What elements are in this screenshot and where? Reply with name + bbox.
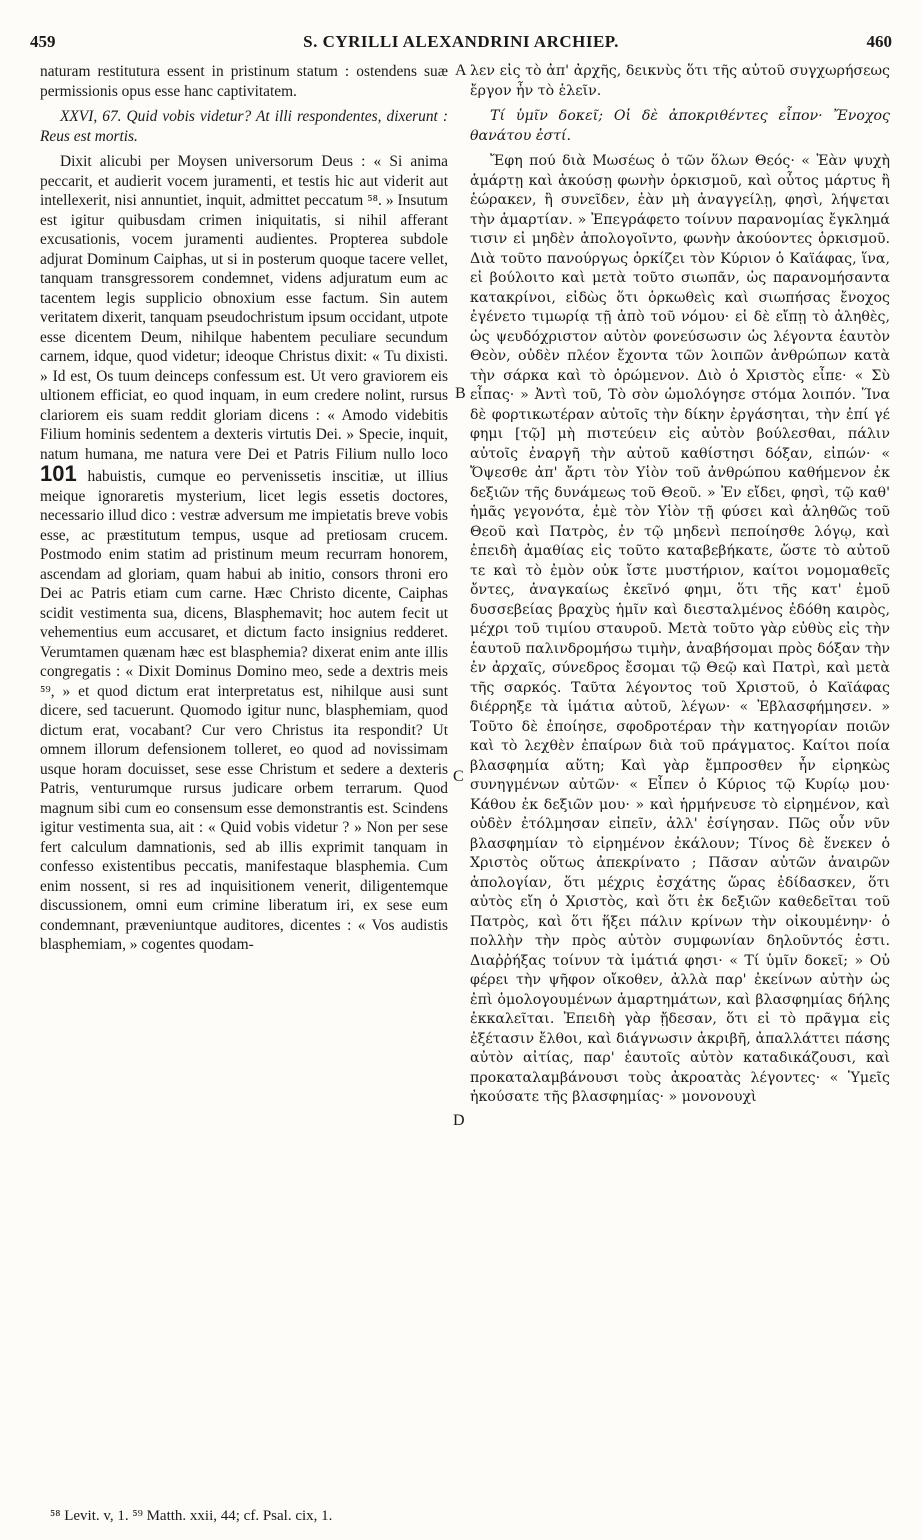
greek-paragraph-2: Ἔφη πού διὰ Μωσέως ὁ τῶν ὅλων Θεός· « Ἐὰν ψυχὴ ἁμάρτῃ καὶ ἀκούσῃ φωνὴν ὁρκισμοῦ, καὶ οὗτος μάρτυς ἢ ἑώρακεν, ἢ συνεῖδεν, ἐὰν μὴ ἀναγγείλῃ, φησὶ, λήψεται τὴν ἁμαρτίαν. » Ἐπεγράφετο τοίνυν παρανομίας ἔγκλημά τισιν εἰ μηδὲν ἀπολογοῖντο, φωνὴν ἀκούοντες ὁρκισμοῦ. Διὰ τοῦτο πανούργως ὁρκίζει τὸν Κύριον ὁ Καϊάφας, ἵνα, εἰ βούλοιτο καὶ μετὰ τοῦτο σιωπᾶν, ὡς παρανομήσαντα κατακρίνοι, εἰδὼς ὅτι ὁρκωθεὶς καὶ σιωπήσας ἔνοχος ἐγένετο τιμωρίᾳ τῇ ἀπὸ τοῦ νόμου· εἰ δὲ εἴπῃ τὸ ἀληθὲς, ὡς ψευδόχριστον αὐτὸν φονεύσωσιν ὡς λέγοντα ἑαυτὸν Θεὸν, οὐδὲν πλέον ἔχοντα τῶν λοιπῶν ἀνθρώπων κατὰ τὴν σάρκα καὶ τὸ ὁρώμενον. Διὸ ὁ Χριστὸς εἶπε· « Σὺ εἶπας· » Ἀντὶ τοῦ, Τὸ σὸν ὡμολόγησε στόμα λοιπόν. Ἵνα δὲ φορτικωτέραν αὐτοῖς τὴν δίκην ἐργάσηται, τὴν ἐπί γέ φημι [τῷ] μὴ πιστεύειν εἰς αὐτὸν βούλεσθαι, πάλιν αὐτοῖς ἐναργῆ τὴν αὐτοῦ καθίστησι δόξαν, εἰπών· « Ὄψεσθε ἀπ' ἄρτι τὸν Υἱὸν τοῦ ἀνθρώπου καθήμενον ἐκ δεξιῶν τῆς δυνάμεως τοῦ Θεοῦ. » Ἐν εἴδει, φησὶ, τῷ καθ' ἡμᾶς γεγονότα, ἐμὲ τὸν Υἱὸν τῇ φύσει καὶ ἀληθῶς τοῦ Θεοῦ καὶ Πατρὸς, ἐν τῷ μηδενὶ πεποίησθε λόγῳ, καὶ ἐπειδὴ ἀμαθίας εἰς τοῦτο καταβεβήκατε, ὥστε τὸ αὐτοῦ τε καὶ τὸ ἐμὸν οὐκ ἴστε μυστήριον, καίτοι νομομαθεῖς ὄντες, ἀναγκαίως ἐκεῖνό φημι, ὅτι τῆς κατ' ἐμοῦ δυσσεβείας βραχὺς ἡμῖν καὶ διεσταλμένος ἐδόθη καιρὸς, μέχρι τοῦ τιμίου σταυροῦ. Μετὰ τοῦτο γὰρ εὐθὺς εἰς τὴν ἑαυτοῦ παλινδρομήσω τιμὴν, ἀναβήσομαι πρὸς δόξαν τὴν ἐν ἀρχαῖς, σύνεδρος ἔσομαι τῷ Θεῷ καὶ Πατρὶ, καὶ μετὰ τῆς σαρκός. Ταῦτα λέγοντος τοῦ Χριστοῦ, ὁ Καϊάφας διέρρηξε τὰ ἱμάτια αὐτοῦ, λέγων· « Ἐβλασφήμησεν. » Τοῦτο δὲ ἐποίησε, σφοδροτέραν τὴν κατηγορίαν ποιῶν καὶ τὸ λεχθὲν ἐπαίρων διὰ τοῦ πράγματος. Καίτοι ποία βλασφημία αὕτη; Καὶ γὰρ ἔμπροσθεν ἦν εἰρηκὼς συνηγμένων αὐτῶν· « Εἶπεν ὁ Κύριος τῷ Κυρίῳ μου· Κάθου ἐκ δεξιῶν μου· » καὶ ἡρμήνευσε τὸ εἰρημένον, καὶ οὐδὲν ἐτόλμησαν εἰπεῖν, ἀλλ' ἐσίγησαν. Πῶς οὖν νῦν βλασφημίαν τὸ εἰρημένον ἐκάλουν; Τίνος δὲ ἕνεκεν ὁ Χριστὸς οὕτως ἀπεκρίνατο ; Πᾶσαν αὐτῶν ἀναιρῶν ἀπολογίαν, ὅτι μέχρις ἐσχάτης ὥρας ἐδίδασκεν, ὅτι αὐτὸς εἴη ὁ Χριστὸς, καὶ ὅτι ἐκ δεξιῶν καθεδεῖται τοῦ Πατρὸς, καὶ ὅτι ἥξει πάλιν κρίνων τὴν οἰκουμένην· ὁ πολλὴν τὴν πρὸς αὐτὸν συμφωνίαν δηλοῦντός ἐστι. Διαῤῥήξας τοίνυν τὰ ἱμάτιά φησι· « Τί ὑμῖν δοκεῖ; » Οὐ φέρει τὴν ψῆφον οἴκοθεν, ἀλλὰ παρ' ἐκείνων αὐτὴν ὡς ἐπὶ ὁμολογουμένων ἁμαρτημάτων, καὶ βλασφημίας δήλης ἐκκαλεῖται. Ἐπειδὴ γὰρ ᾔδεσαν, ὅτι εἰ τὸ πρᾶγμα εἰς ἐξέτασιν ἔλθοι, καὶ διάγνωσιν ἀκριβῆ, ἀπαλλάττει πάσης αὐτὸν αἰτίας, παρ' ἑαυτοῖς αὐτὸν καταδικάζουσι, καὶ προκαταλαμβάνουσι τοὺς ἀκροατὰς λέγοντες· « Ὑμεῖς ἠκούσατε τῆς βλασφημίας· » μονονουχὶ — [470, 153, 890, 1105]
left-page-number: 459 — [30, 32, 56, 51]
margin-letter-b: B — [455, 385, 466, 402]
page-marker: 101 — [40, 461, 77, 486]
running-header — [30, 32, 892, 54]
latin-text-part-2: habuistis, cumque eo pervenissetis inscitiæ, ut illius meique ignoraretis mysterium, licet legis essetis doctores, necessario illud dico : vestræ adversum me impietatis breve vobis esse, ac præstitutum tempus, usque ad pretiosam crucem. Postmodo enim statim ad pristinum meum recurram honorem, ascendam ad gloriam, quam habui ab initio, consors throni ero Dei ac Patris etiam cum carne. Hæc Christo dicente, Caiphas scidit vestimenta sua, dicens, Blasphemavit; hoc autem fecit ut vehementius eum accusaret, et dictum facto insignius redderet. Verumtamen quænam hæc est blasphemia? dixerat enim ante illis congregatis : « Dixit Dominus Domino meo, sede a dextris meis ⁵⁹, » et quod dictum erat interpretatus est, nihilque ausi sunt dicere, sed tacuerunt. Quomodo igitur nunc, blasphemiam, quod dictum erat, vocabant? Cur vero Christus ita respondit? Ut omnem illorum defensionem tolleret, eo quod ad novissimam usque horam docuisset, sese esse Christum et sedere a dexteris Patris, venturumque rursus judicare orbem terrarum. Quod magnum sibi cum eo consensum esse demonstrantis est. Scindens igitur vestimenta sua, ait : « Quid vobis videtur ? » Non per sese fert calculum damnationis, sed ab illis exprimit tanquam in confesso existentibus peccatis, manifestaque blasphemia. Cum enim nossent, si res ad inquisitionem venerit, diligentemque discussionem, omni eum crimine liberatum iri, ex sese eum condemnant, præveniuntque auditores, dicentes : « Vos audistis blasphemiam, » cogentes quodam- — [40, 468, 448, 953]
greek-verse-heading: Τί ὑμῖν δοκεῖ; Οἱ δὲ ἀποκριθέντες εἶπον· Ἔνοχος θανάτου ἐστί. — [470, 108, 890, 144]
latin-text-part-1: Dixit alicubi per Moysen universorum Deus : « Si anima peccarit, et audierit vocem juramenti, et testis hic aut viderit aut intellexerit, nisi annuntiet, inquit, admittet peccatum ⁵⁸. » Insutum est igitur quibusdam crimen iniquitatis, si nihil afferant excusationis, vocem juramenti audientes. Propterea subdole adjurat Dominum Caiphas, ut si in posterum quoque tacere vellet, tanquam transgressorem condemnet, videns adjuratum eum ac tacentem legis supplicio obnoxium esse factum. Sin autem veritatem dixerit, tanquam pseudochristum ipsum occidant, utpote esse dicentem Deum, nihilque habentem peculiare secundum carnem, idque, quod videtur; ideoque Christus dixit: « Tu dixisti. » Id est, Os tuum deinceps confessum est. Ut vero graviorem eis ultionem efficiat, eo quod inquam, in eum credere nolint, rursus clariorem eis suam reddit gloriam dicens : « Amodo videbitis Filium hominis sedentem a dexteris virtutis Dei. » Specie, inquit, natum humana, me natura vere Dei et Patris Filium nullo loco — [40, 153, 448, 463]
right-page-number: 460 — [866, 32, 892, 51]
latin-paragraph-1: naturam restitutura essent in pristinum statum : ostendens suæ permissionis opus esse hanc captivitatem. — [40, 63, 448, 100]
margin-letter-c: C — [453, 768, 464, 785]
running-title: S. CYRILLI ALEXANDRINI ARCHIEP. — [303, 32, 619, 51]
latin-column — [40, 62, 448, 961]
greek-column — [470, 62, 890, 1114]
margin-letter-a: A — [455, 62, 467, 79]
footnotes: ⁵⁸ Levit. v, 1. ⁵⁹ Matth. xxii, 44; cf. Psal. cix, 1. — [50, 1508, 333, 1524]
margin-letter-d: D — [453, 1112, 465, 1129]
latin-verse-heading: XXVI, 67. Quid vobis videtur? At illi respondentes, dixerunt : Reus est mortis. — [40, 108, 448, 145]
latin-paragraph-2 — [40, 152, 448, 955]
greek-paragraph-1: λεν εἰς τὸ ἀπ' ἀρχῆς, δεικνὺς ὅτι τῆς αὐτοῦ συγχωρήσεως ἔργον ἦν τὸ ἑλεῖν. — [470, 63, 890, 99]
